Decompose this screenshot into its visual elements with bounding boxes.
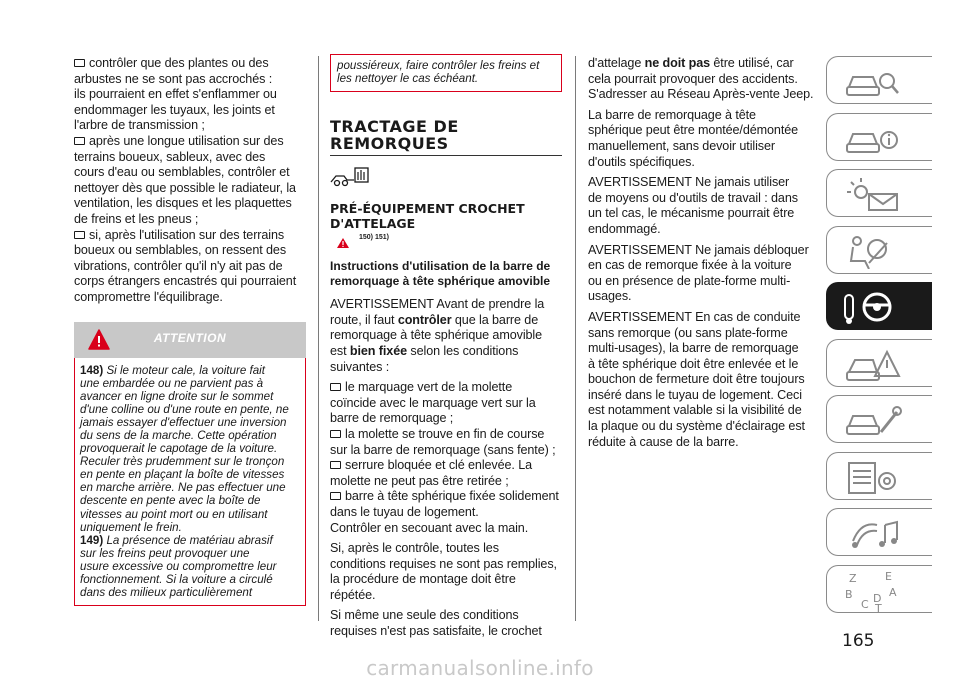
line-text: avancer en ligne droite sur le sommet [80,389,274,403]
text-line: D'ATTELAGE [330,216,416,232]
text-line [74,103,306,119]
text-line: la plaque ou du système d'éclairage est [588,419,805,434]
text-line: réduite à cause de la barre. [588,434,739,449]
warning-line [80,468,300,481]
line-text: cela pourrait provoquer des accidents. [588,71,798,86]
text-line [330,443,562,459]
line-text: selon les conditions [407,343,519,358]
text-line [74,72,306,88]
text-line [74,290,306,306]
bullet-square-icon [74,59,85,67]
text-line [74,259,306,275]
line-text: en pente en plaçant la boîte de vitesses [80,468,285,482]
attention-box-continued [330,54,562,92]
warning-line [80,560,300,573]
text-line: requises n'est pas satisfaite, le crochet [330,624,542,639]
bullet-line [330,489,562,505]
text-line [330,344,562,360]
paragraph-conditions [330,608,562,639]
index-letter: D [873,591,882,605]
tab-airbag-seat[interactable] [826,226,932,274]
line-text: provoquerait le capotage de la voiture. [80,442,278,456]
text-line: répétée. [330,587,376,602]
line-text: la molette se trouve en fin de course [345,426,545,441]
warning-line [80,403,300,416]
technical-data-icon [843,459,905,495]
line-text: ils pourraient en effet s'enflammer ou [74,87,277,102]
line-text: fonctionnement. Si la voiture a circulé [80,573,273,586]
warning-line [80,534,300,547]
index-icon [845,569,909,615]
line-text: sur les freins peut provoquer une [80,546,250,560]
warning-line [80,429,300,442]
line-text: terrains boueux, sableux, avec des [74,149,266,164]
warning-line [80,508,300,521]
line-text: une embardée ou ne parvient pas à [80,376,264,390]
paragraph-remove-warning [588,310,820,450]
conditions-list [330,380,562,536]
text-line: sans remorque (ou sans plate-forme [588,325,788,340]
index-letter: B [845,587,853,601]
line-text: que la barre de [451,312,539,327]
text-line: de moyens ou d'outils de travail : dans [588,190,798,205]
towing-icon [330,164,562,195]
instructions-heading [330,259,562,289]
text-line: sphérique peut être montée/démontée [588,123,799,138]
warning-number: 149) [80,533,107,547]
bold-text: bien fixée [349,343,407,358]
line-text: molette ne peut pas être retirée ; [330,473,509,488]
warning-refs: 150) 151) [359,234,389,242]
text-line [74,118,306,134]
bullet-line [74,56,306,72]
warning-line [80,586,300,599]
tab-index[interactable] [826,565,932,613]
bullet-line [330,427,562,443]
column-middle [330,56,562,640]
line-text: AVERTISSEMENT Avant de prendre la [330,297,545,312]
text-line: AVERTISSEMENT Ne jamais utiliser [588,175,790,190]
warning-line [80,442,300,455]
text-line [588,87,820,103]
line-text: ventilation, les disques et les plaquettes [74,196,292,211]
line-text: Reculer très prudemment sur le tronçon [80,455,285,469]
line-text: dans des milieux particulièrement [80,586,253,600]
line-text: de freins et les pneus ; [74,211,199,226]
line-text: d'attelage [588,56,645,70]
tab-car-search[interactable] [826,56,932,104]
line-text: boueux ou semblables, on ressent des [74,243,287,258]
text-line: REMORQUES [330,134,449,154]
line-text: La présence de matériau abrasif [106,533,273,547]
car-search-icon [843,63,905,99]
key-steering-icon [843,289,905,325]
warning-line [80,547,300,560]
text-line [330,505,562,521]
line-text: S'adresser au Réseau Après-vente Jeep. [588,87,814,102]
text-line: inséré dans le tuyau de logement. Ceci [588,387,802,402]
line-text: route, il faut [330,312,398,327]
text-line: PRÉ-ÉQUIPEMENT CROCHET [330,201,525,217]
line-text: si, après l'utilisation sur des terrains [89,227,285,242]
line-text: nettoyer dès que possible le radiateur, la [74,180,296,195]
line-text: corps étrangers encastrés qui pourraient [74,274,297,289]
attention-box [74,358,306,607]
text-line: TRACTAGE DE [330,117,459,137]
refs-row [330,235,562,251]
text-line: est notamment valable si la visibilité de [588,403,802,418]
text-line: la procédure de montage doit être [330,572,516,587]
line-text: descente en pente avec la boîte de [80,494,261,508]
bullet-square-icon [330,430,341,438]
warning-line [80,377,300,390]
line-text: du sens de la marche. Cette opération [80,428,277,442]
text-line [588,56,820,72]
text-line: d'outils spécifiques. [588,154,695,169]
warning-line [80,573,300,586]
text-line: poussiéreux, faire contrôler les freins et [337,59,540,72]
index-letter: Z [849,571,857,585]
line-text: Contrôler en secouant avec la main. [330,520,529,535]
text-line: Instructions d'utilisation de la barre de [330,259,551,274]
text-line [330,521,562,537]
text-line [330,474,562,490]
paragraph-tools-warning [588,175,820,237]
text-line: La barre de remorquage à tête [588,107,756,122]
paragraph-hitch [588,56,820,103]
warning-lights-icon [843,176,905,212]
paragraph-check [330,297,562,375]
text-line [74,196,306,212]
text-line: conditions requises ne sont pas remplies, [330,556,557,571]
line-text: barre de remorquage ; [330,411,454,426]
line-text: compromettre l'équilibrage. [74,289,223,304]
page-number: 165 [842,631,875,651]
text-line [330,313,562,329]
warning-line [80,521,300,534]
section-title [330,118,562,156]
airbag-seat-icon [843,233,905,269]
tab-car-info[interactable] [826,113,932,161]
watermark: carmanualsonline.info [366,656,594,680]
line-text: l'arbre de transmission ; [74,118,205,133]
column-divider [575,56,576,621]
bullet-line [330,458,562,474]
tab-warning-lights[interactable] [826,169,932,217]
column-right [588,56,820,450]
line-text: remorquage à tête sphérique amovible [330,328,543,343]
text-line: à tête sphérique doit être enlevée et le [588,356,799,371]
bullet-line [74,228,306,244]
text-line [74,165,306,181]
line-text: être utilisé, car [710,56,794,70]
text-line [330,297,562,313]
index-letter: A [889,585,897,599]
warning-line [80,364,300,377]
index-letter: T [875,601,882,615]
line-text: est [330,343,350,358]
bold-text: contrôler [397,312,452,327]
text-line: manuellement, sans devoir utiliser [588,138,775,153]
text-line [74,212,306,228]
tab-technical-data[interactable] [826,452,932,500]
attention-header [74,322,306,358]
line-text: d'une colline ou d'une route en pente, ne [80,402,289,416]
line-text: barre à tête sphérique fixée solidement [345,489,559,504]
text-line: les nettoyer le cas échéant. [337,72,479,86]
line-text: le marquage vert de la molette [345,380,513,395]
text-line [330,396,562,412]
warning-line [80,416,300,429]
text-line: usages. [588,289,632,304]
text-line [74,150,306,166]
text-line: AVERTISSEMENT Ne jamais débloquer [588,242,809,257]
text-line: un tel cas, le mécanisme pourrait être [588,206,795,221]
paragraph-manual [588,108,820,170]
text-line: Si même une seule des conditions [330,608,519,623]
emergency-triangle-car-icon [843,346,905,382]
line-text: en marche arrière. Ne pas effectuer une [80,481,286,495]
bullet-square-icon [330,461,341,469]
subsection-title [330,201,562,231]
line-text: après une longue utilisation sur des [89,133,284,148]
multimedia-icon [843,515,905,551]
line-text: arbustes ne se sont pas accrochés : [74,71,273,86]
bullet-square-icon [330,492,341,500]
line-text: jamais essayer d'effectuer une inversion [80,415,287,429]
bold-text: ne doit pas [644,56,710,70]
line-text: suivantes : [330,359,390,374]
index-letter: E [885,569,892,583]
text-line: en cas de remorque fixée à la voiture [588,258,792,273]
text-line: remorquage à tête sphérique amovible [330,274,551,289]
text-line: ou en présence de plate-forme multi- [588,273,791,288]
warning-triangle-small-icon [336,237,350,249]
text-line: AVERTISSEMENT En cas de conduite [588,309,801,324]
bullet-line [74,134,306,150]
line-text: endommager les tuyaux, les joints et [74,102,275,117]
text-line: Si, après le contrôle, toutes les [330,541,499,556]
line-text: contrôler que des plantes ou des [89,56,269,70]
line-text: sur la barre de remorquage (sans fente) ; [330,442,556,457]
text-line: multi-usages), la barre de remorquage [588,341,799,356]
bullet-square-icon [330,383,341,391]
text-line: endommagé. [588,221,661,236]
text-line [330,328,562,344]
tab-emergency-triangle-car[interactable] [826,339,932,387]
text-line [74,87,306,103]
warning-line [80,481,300,494]
line-text: serrure bloquée et clé enlevée. La [345,458,533,473]
warning-number: 148) [80,363,107,377]
tab-multimedia[interactable] [826,508,932,556]
paragraph-repeat [330,541,562,603]
warning-line [80,455,300,468]
line-text: cours d'eau ou semblables, contrôler et [74,165,290,180]
text-line [330,360,562,376]
line-text: coïncide avec le marquage vert sur la [330,395,536,410]
line-text: uniquement le frein. [80,520,182,534]
text-line [74,274,306,290]
tab-car-service[interactable] [826,395,932,443]
bullet-square-icon [74,137,85,145]
bullet-square-icon [74,231,85,239]
paragraph-unlock-warning [588,243,820,305]
car-service-icon [843,402,905,438]
text-line: bouchon de fermeture doit être toujours [588,372,805,387]
maintenance-text [74,56,306,306]
bullet-line [330,380,562,396]
text-line [74,243,306,259]
tab-key-steering[interactable] [826,282,932,330]
line-text: vibrations, contrôler qu'il n'y ait pas de [74,258,283,273]
car-info-icon [843,120,905,156]
column-divider [318,56,319,621]
line-text: Si le moteur cale, la voiture fait [106,363,265,377]
text-line [588,72,820,88]
column-left [74,56,306,606]
line-text: usure excessive ou compromettre leur [80,559,277,573]
attention-title: ATTENTION [153,330,227,345]
line-text: dans le tuyau de logement. [330,504,479,519]
index-letter: C [861,597,869,611]
warning-line [80,390,300,403]
text-line [74,181,306,197]
line-text: vitesses au point mort ou en utilisant [80,507,268,521]
warning-line [80,494,300,507]
text-line [330,411,562,427]
